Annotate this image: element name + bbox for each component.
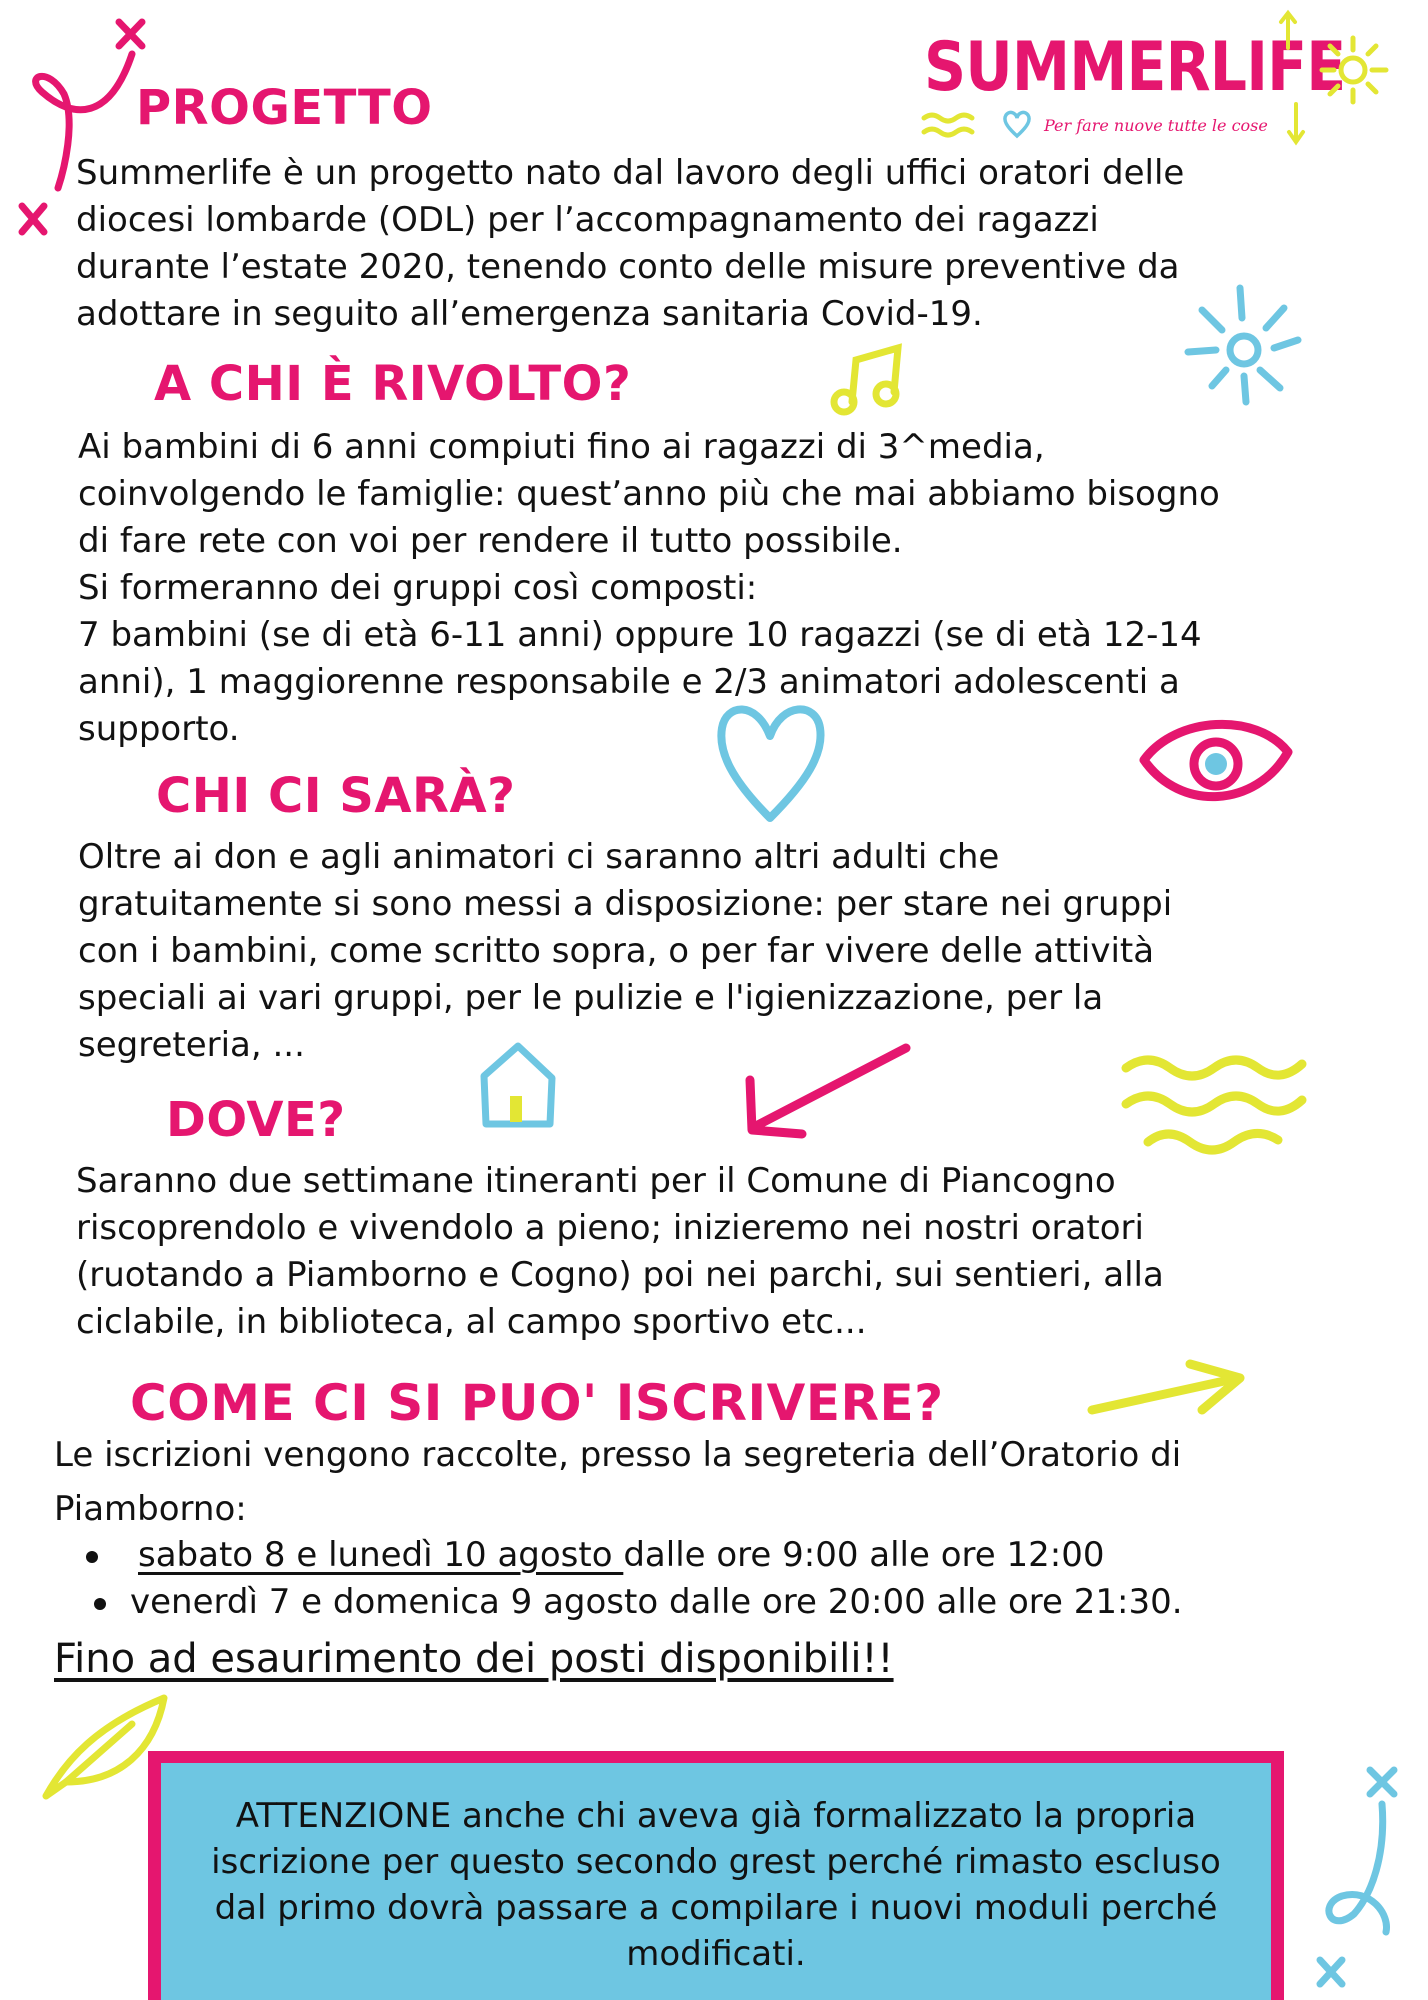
music-note-icon bbox=[828, 340, 908, 420]
eye-icon bbox=[1136, 712, 1296, 816]
schedule-list bbox=[130, 1532, 1183, 1626]
logo-wordmark: SUMMERLIFE bbox=[924, 28, 1346, 107]
section-text-dove: Saranno due settimane itineranti per il Comune di Piancogno riscoprendolo e vivendolo a pieno; inizieremo nei nostri oratori (ruotando a Piamborno e Cogno) poi nei parchi, sui sentieri, alla ciclabile, in biblioteca, al campo sportivo etc... bbox=[76, 1161, 1164, 1342]
notice-text: ATTENZIONE anche chi aveva già formalizzato la propria iscrizione per questo secondo grest perché rimasto escluso dal primo dovrà passare a compilare i nuovi moduli perché modificati. bbox=[211, 1796, 1221, 1974]
notice-inner bbox=[161, 1763, 1271, 2000]
section-heading-chi-ci-sara: CHI CI SARÀ? bbox=[156, 768, 516, 824]
section-text-a-chi-e-rivolto: Ai bambini di 6 anni compiuti fino ai ragazzi di 3^media, coinvolgendo le famiglie: quest’anno più che mai abbiamo bisogno di fare rete con voi per rendere il tutto possibile. Si formeranno dei gruppi così composti: 7 bambini (se di età 6-11 anni) oppure 10 ragazzi (se di età 12-14 anni), 1 maggiorenne responsabile e 2/3 animatori adolescenti a supporto. bbox=[78, 427, 1220, 749]
heart-icon bbox=[712, 696, 830, 826]
logo-tagline: Per fare nuove tutte le cose bbox=[1044, 116, 1268, 135]
bullet-dot bbox=[94, 1598, 106, 1610]
section-text-chi-ci-sara: Oltre ai don e agli animatori ci saranno altri adulti che gratuitamente si sono messi a disposizione: per stare nei gruppi con i bambini, come scritto sopra, o per far vivere delle attività speciali ai vari gruppi, per le pulizie e l'igienizzazione, per la segreteria, ... bbox=[78, 837, 1173, 1065]
schedule-item bbox=[130, 1532, 1183, 1579]
bullet-dot bbox=[86, 1551, 98, 1563]
waves-icon bbox=[922, 110, 982, 146]
schedule-item bbox=[130, 1579, 1183, 1626]
heart-small-icon bbox=[1002, 110, 1032, 138]
blue-squiggle-doodle bbox=[1290, 1764, 1418, 1994]
arrow-right-icon bbox=[1086, 1356, 1250, 1418]
section-heading-iscrizioni: COME CI SI PUO' ISCRIVERE? bbox=[130, 1374, 944, 1432]
notice-box bbox=[148, 1751, 1284, 2000]
sun-icon bbox=[1318, 34, 1388, 104]
waves-doodle-icon bbox=[1118, 1048, 1308, 1158]
availability-note: Fino ad esaurimento dei posti disponibili!! bbox=[54, 1636, 894, 1682]
section-heading-progetto: PROGETTO bbox=[136, 80, 433, 136]
summerlife-logo bbox=[918, 22, 1388, 146]
section-text-iscrizioni: Le iscrizioni vengono raccolte, presso la segreteria dell’Oratorio di Piamborno: bbox=[54, 1435, 1182, 1529]
section-text-progetto: Summerlife è un progetto nato dal lavoro degli uffici oratori delle diocesi lombarde (ODL) per l’accompagnamento dei ragazzi durante l’estate 2020, tenendo conto delle misure preventive da adottare in seguito all’emergenza sanitaria Covid-19. bbox=[76, 153, 1185, 334]
arrow-up-icon bbox=[1278, 10, 1298, 50]
schedule-hours: venerdì 7 e domenica 9 agosto dalle ore 20:00 alle ore 21:30. bbox=[130, 1582, 1183, 1622]
schedule-days-underlined: sabato 8 e lunedì 10 agosto bbox=[138, 1535, 624, 1575]
section-heading-dove: DOVE? bbox=[166, 1092, 346, 1148]
house-icon bbox=[476, 1040, 560, 1130]
arrow-down-left-icon bbox=[740, 1040, 916, 1142]
arrow-down-icon bbox=[1286, 102, 1306, 146]
sun-doodle-icon bbox=[1182, 282, 1302, 410]
schedule-hours: dalle ore 9:00 alle ore 12:00 bbox=[623, 1535, 1105, 1575]
section-heading-a-chi-e-rivolto: A CHI È RIVOLTO? bbox=[154, 356, 632, 412]
